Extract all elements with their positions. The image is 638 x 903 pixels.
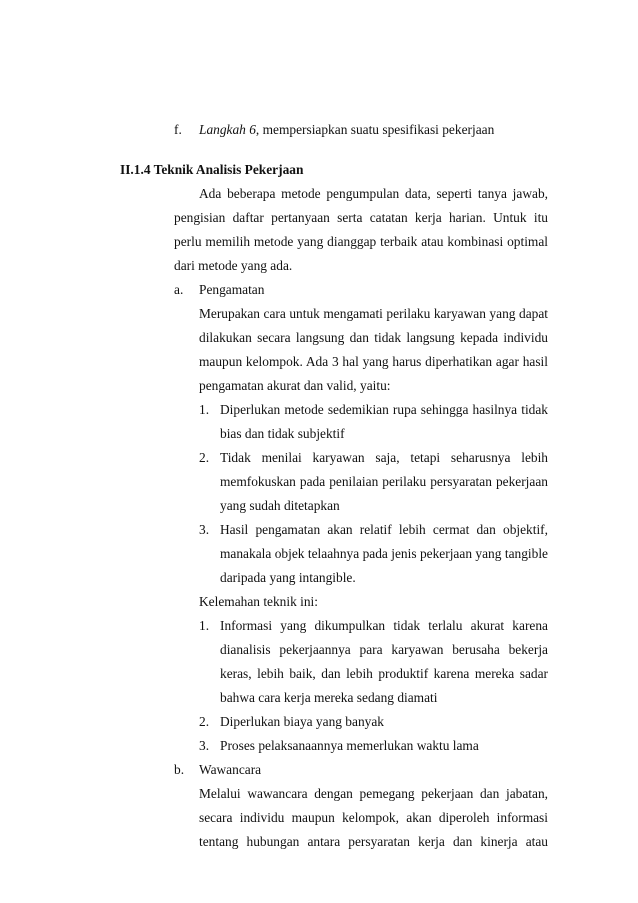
weakness-line: Diperlukan biaya yang banyak (220, 714, 384, 729)
list-marker-f: f. (174, 122, 182, 137)
point-line: Diperlukan metode sedemikian rupa sehingga hasilnya tidak (220, 402, 548, 417)
weakness-line: Proses pelaksanaannya memerlukan waktu lama (220, 738, 479, 753)
section-a-desc-line: pengamatan akurat dan valid, yaitu: (199, 378, 391, 393)
section-a-marker: a. (174, 282, 184, 297)
point-line: manakala objek telaahnya pada jenis pekerjaan yang tangible (220, 546, 548, 561)
point-line: Hasil pengamatan akan relatif lebih cermat dan objektif, (220, 522, 548, 537)
intro-line: perlu memilih metode yang dianggap terbaik atau kombinasi optimal (174, 234, 548, 249)
section-a-title: Pengamatan (199, 282, 265, 297)
weakness-line: keras, lebih baik, dan lebih produktif karena mereka sadar (220, 666, 548, 681)
point-number: 1. (199, 402, 210, 417)
point-line: daripada yang intangible. (220, 570, 356, 585)
intro-line: pengisian daftar pertanyaan serta catatan kerja harian. Untuk itu (174, 210, 548, 225)
section-a-desc-line: maupun kelompok. Ada 3 hal yang harus diperhatikan agar hasil (199, 354, 548, 369)
weakness-line: dianalisis pekerjaannya para karyawan berusaha bekerja (220, 642, 548, 657)
weakness-number: 2. (199, 714, 210, 729)
section-b-desc-line: tentang hubungan antara persyaratan kerja dan kinerja atau (199, 834, 548, 849)
section-b-desc-line: Melalui wawancara dengan pemegang pekerjaan dan jabatan, (199, 786, 548, 801)
list-item-f-title: Langkah 6 (199, 122, 256, 137)
point-number: 3. (199, 522, 210, 537)
section-a-desc-line: dilakukan secara langsung dan tidak langsung kepada individu (199, 330, 548, 345)
weakness-line: bahwa cara kerja mereka sedang diamati (220, 690, 438, 705)
point-line: yang sudah ditetapkan (220, 498, 340, 513)
list-item-f (199, 122, 494, 138)
weakness-title: Kelemahan teknik ini: (199, 594, 318, 609)
point-line: Tidak menilai karyawan saja, tetapi seharusnya lebih (220, 450, 548, 465)
intro-line: Ada beberapa metode pengumpulan data, seperti tanya jawab, (199, 186, 548, 201)
list-item-f-text: , mempersiapkan suatu spesifikasi pekerjaan (255, 122, 495, 137)
section-a-desc-line: Merupakan cara untuk mengamati perilaku karyawan yang dapat (199, 306, 548, 321)
weakness-number: 3. (199, 738, 210, 753)
point-line: bias dan tidak subjektif (220, 426, 345, 441)
section-b-title: Wawancara (199, 762, 262, 777)
weakness-line: Informasi yang dikumpulkan tidak terlalu akurat karena (220, 618, 548, 633)
point-number: 2. (199, 450, 210, 465)
section-b-desc-line: secara individu maupun kelompok, akan diperoleh informasi (199, 810, 548, 825)
point-line: memfokuskan pada penilaian perilaku persyaratan pekerjaan (220, 474, 548, 489)
section-heading: II.1.4 Teknik Analisis Pekerjaan (120, 162, 304, 177)
section-b-marker: b. (174, 762, 185, 777)
intro-line: dari metode yang ada. (174, 258, 293, 273)
weakness-number: 1. (199, 618, 210, 633)
